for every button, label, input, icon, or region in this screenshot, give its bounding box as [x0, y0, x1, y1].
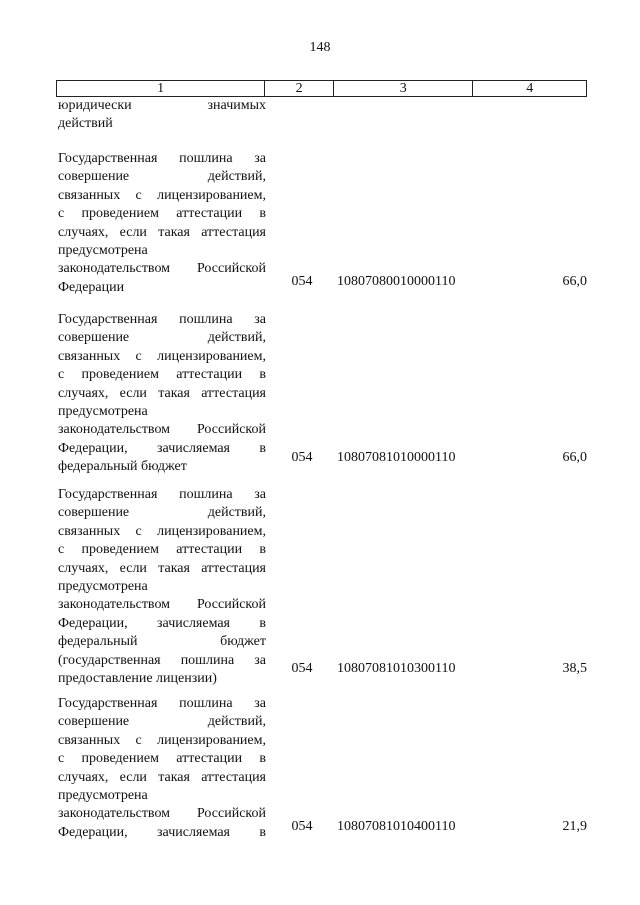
row-code: 054: [291, 661, 313, 676]
continuation-description: [58, 97, 266, 134]
description-line: совершение действий,: [58, 330, 266, 346]
description-line: Федерации, зачисляемая в: [58, 440, 266, 456]
description-line: связанных с лицензированием,: [58, 732, 266, 748]
description-line: Федерации, зачисляемая в: [58, 615, 266, 631]
page-number: 148: [309, 40, 331, 55]
row-description: [58, 311, 266, 477]
description-line: действий: [58, 116, 113, 132]
description-line: связанных с лицензированием,: [58, 348, 266, 364]
description-line: связанных с лицензированием,: [58, 187, 266, 203]
row-amount: 66,0: [562, 274, 587, 289]
row-code: 054: [291, 819, 313, 834]
row-code: 054: [291, 274, 313, 289]
column-header-2: 2: [265, 81, 334, 96]
description-line: Федерации, зачисляемая в: [58, 824, 266, 840]
description-line: федеральный бюджет: [58, 634, 266, 650]
description-line: с проведением аттестации в: [58, 367, 266, 383]
description-line: случаях, если такая аттестация: [58, 385, 266, 401]
description-line: Государственная пошлина за: [58, 696, 266, 711]
description-line: законодательством Российской: [58, 261, 266, 277]
row-amount: 38,5: [562, 661, 587, 676]
description-line: совершение действий,: [58, 714, 266, 730]
description-line: Государственная пошлина за: [58, 312, 266, 327]
description-line: с проведением аттестации в: [58, 751, 266, 767]
column-header-4: 4: [526, 81, 534, 96]
row-description: [58, 695, 266, 842]
description-line: юридически значимых: [58, 98, 266, 113]
description-line: предусмотрена: [58, 243, 148, 259]
row-description: [58, 150, 266, 297]
description-line: законодательством Российской: [58, 422, 266, 438]
row-amount: 21,9: [562, 819, 587, 834]
description-line: случаях, если такая аттестация: [58, 224, 266, 240]
description-line: случаях, если такая аттестация: [58, 769, 266, 785]
description-line: законодательством Российской: [58, 806, 266, 822]
row-kbk: 10807081010400110: [337, 819, 456, 834]
description-line: совершение действий,: [58, 169, 266, 185]
description-line: предусмотрена: [58, 579, 148, 595]
row-kbk: 10807081010000110: [337, 450, 456, 465]
column-header-3: 3: [334, 81, 473, 96]
description-line: федеральный бюджет: [58, 459, 187, 475]
column-header-1: 1: [57, 81, 265, 96]
description-line: законодательством Российской: [58, 597, 266, 613]
description-line: совершение действий,: [58, 505, 266, 521]
row-kbk: 10807080010000110: [337, 274, 456, 289]
description-line: Государственная пошлина за: [58, 151, 266, 166]
description-line: связанных с лицензированием,: [58, 523, 266, 539]
description-line: случаях, если такая аттестация: [58, 560, 266, 576]
description-line: предусмотрена: [58, 404, 148, 420]
row-code: 054: [291, 450, 313, 465]
row-description: [58, 486, 266, 688]
description-line: с проведением аттестации в: [58, 206, 266, 222]
description-line: (государственная пошлина за: [58, 652, 266, 668]
description-line: предусмотрена: [58, 788, 148, 804]
description-line: предоставление лицензии): [58, 671, 217, 687]
row-kbk: 10807081010300110: [337, 661, 456, 676]
description-line: Государственная пошлина за: [58, 487, 266, 502]
table-header: [56, 80, 587, 97]
row-amount: 66,0: [562, 450, 587, 465]
description-line: Федерации: [58, 279, 125, 295]
description-line: с проведением аттестации в: [58, 542, 266, 558]
